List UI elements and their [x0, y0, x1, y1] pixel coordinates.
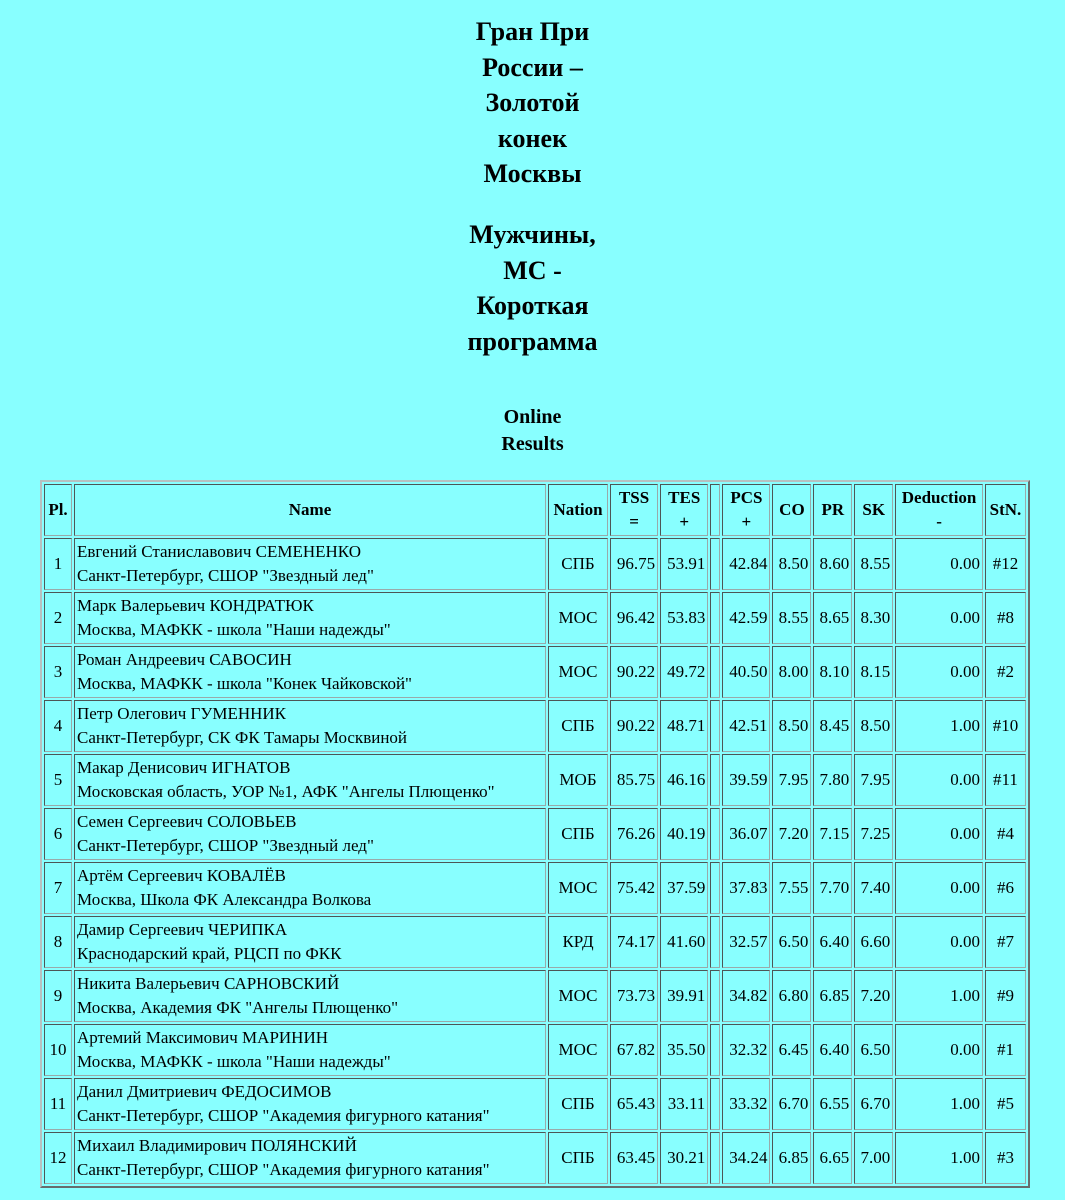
skater-club: Москва, Школа ФК Александра Волкова — [77, 890, 372, 909]
sk-cell: 7.20 — [854, 970, 893, 1022]
tss-cell: 96.75 — [610, 538, 658, 590]
start-number-cell: #10 — [985, 700, 1026, 752]
skater-club: Москва, Академия ФК "Ангелы Плющенко" — [77, 998, 399, 1017]
skater-cell — [74, 592, 546, 644]
skater-name: Артём Сергеевич КОВАЛЁВ — [77, 866, 286, 885]
sk-cell: 7.40 — [854, 862, 893, 914]
pcs-cell: 39.59 — [722, 754, 770, 806]
nation-cell: МОБ — [548, 754, 608, 806]
skater-name: Семен Сергеевич СОЛОВЬЕВ — [77, 812, 297, 831]
header-pr: PR — [813, 484, 852, 536]
skater-name: Артемий Максимович МАРИНИН — [77, 1028, 329, 1047]
gap-cell — [710, 1132, 720, 1184]
category-title — [0, 217, 1065, 359]
tss-cell: 85.75 — [610, 754, 658, 806]
place-cell: 12 — [44, 1132, 72, 1184]
header-tss-label: TSS — [618, 488, 650, 507]
deduction-cell: 0.00 — [895, 754, 983, 806]
table-row — [44, 808, 1026, 860]
tes-cell: 37.59 — [660, 862, 708, 914]
place-cell: 1 — [44, 538, 72, 590]
pcs-cell: 42.59 — [722, 592, 770, 644]
nation-cell: МОС — [548, 646, 608, 698]
pr-cell: 6.65 — [813, 1132, 852, 1184]
tss-cell: 73.73 — [610, 970, 658, 1022]
event-title-line: Гран При — [475, 17, 590, 46]
start-number-cell: #9 — [985, 970, 1026, 1022]
gap-cell — [710, 538, 720, 590]
start-number-cell: #5 — [985, 1078, 1026, 1130]
skater-cell — [74, 538, 546, 590]
pr-cell: 6.40 — [813, 1024, 852, 1076]
pr-cell: 6.85 — [813, 970, 852, 1022]
results-table — [40, 480, 1030, 1188]
deduction-cell: 0.00 — [895, 808, 983, 860]
skater-club: Санкт-Петербург, СШОР "Академия фигурного катания" — [77, 1106, 490, 1125]
tss-cell: 90.22 — [610, 646, 658, 698]
skater-cell — [74, 700, 546, 752]
event-title-line: Москвы — [483, 159, 582, 188]
header-pcs-sub: + — [741, 512, 752, 531]
tes-cell: 30.21 — [660, 1132, 708, 1184]
nation-cell: СПБ — [548, 1078, 608, 1130]
sk-cell: 7.00 — [854, 1132, 893, 1184]
category-title-line: Мужчины, — [469, 220, 596, 249]
place-cell: 2 — [44, 592, 72, 644]
skater-cell — [74, 1078, 546, 1130]
pr-cell: 8.45 — [813, 700, 852, 752]
co-cell: 8.00 — [772, 646, 811, 698]
tes-cell: 46.16 — [660, 754, 708, 806]
gap-cell — [710, 862, 720, 914]
event-title-line: Золотой — [485, 88, 580, 117]
co-cell: 8.50 — [772, 700, 811, 752]
gap-cell — [710, 916, 720, 968]
skater-club: Москва, МАФКК - школа "Наши надежды" — [77, 620, 391, 639]
start-number-cell: #6 — [985, 862, 1026, 914]
gap-cell — [710, 970, 720, 1022]
gap-cell — [710, 1078, 720, 1130]
header-pcs-label: PCS — [730, 488, 763, 507]
gap-cell — [710, 700, 720, 752]
sk-cell: 8.55 — [854, 538, 893, 590]
tes-cell: 48.71 — [660, 700, 708, 752]
header-sk: SK — [854, 484, 893, 536]
pr-cell: 7.80 — [813, 754, 852, 806]
start-number-cell: #1 — [985, 1024, 1026, 1076]
table-row — [44, 862, 1026, 914]
table-row — [44, 1024, 1026, 1076]
start-number-cell: #12 — [985, 538, 1026, 590]
nation-cell: МОС — [548, 592, 608, 644]
skater-club: Москва, МАФКК - школа "Конек Чайковской" — [77, 674, 412, 693]
event-title-line: конек — [497, 123, 568, 153]
results-body — [44, 538, 1026, 1184]
tss-cell: 74.17 — [610, 916, 658, 968]
skater-cell — [74, 1132, 546, 1184]
gap-cell — [710, 646, 720, 698]
category-title-line: Короткая — [476, 291, 589, 320]
header-tss-sub: = — [629, 512, 639, 531]
co-cell: 8.50 — [772, 538, 811, 590]
sk-cell: 7.25 — [854, 808, 893, 860]
co-cell: 7.20 — [772, 808, 811, 860]
tes-cell: 53.83 — [660, 592, 708, 644]
header-nation: Nation — [548, 484, 608, 536]
skater-club: Краснодарский край, РЦСП по ФКК — [77, 944, 342, 963]
deduction-cell: 1.00 — [895, 1132, 983, 1184]
skater-cell — [74, 646, 546, 698]
tes-cell: 53.91 — [660, 538, 708, 590]
skater-name: Данил Дмитриевич ФЕДОСИМОВ — [77, 1082, 332, 1101]
nation-cell: КРД — [548, 916, 608, 968]
header-tes — [660, 484, 708, 536]
deduction-cell: 1.00 — [895, 970, 983, 1022]
tss-cell: 65.43 — [610, 1078, 658, 1130]
table-row — [44, 646, 1026, 698]
header-tss — [610, 484, 658, 536]
skater-name: Макар Денисович ИГНАТОВ — [77, 758, 291, 777]
gap-cell — [710, 808, 720, 860]
gap-cell — [710, 754, 720, 806]
sk-cell: 6.70 — [854, 1078, 893, 1130]
table-row — [44, 700, 1026, 752]
deduction-cell: 1.00 — [895, 700, 983, 752]
tss-cell: 90.22 — [610, 700, 658, 752]
nation-cell: СПБ — [548, 538, 608, 590]
deduction-cell: 0.00 — [895, 592, 983, 644]
online-title-line: Results — [501, 433, 564, 455]
co-cell: 6.85 — [772, 1132, 811, 1184]
sk-cell: 6.50 — [854, 1024, 893, 1076]
co-cell: 8.55 — [772, 592, 811, 644]
event-title-line: России – — [482, 52, 583, 82]
table-row — [44, 592, 1026, 644]
pcs-cell: 34.24 — [722, 1132, 770, 1184]
pcs-cell: 42.51 — [722, 700, 770, 752]
skater-cell — [74, 808, 546, 860]
pcs-cell: 37.83 — [722, 862, 770, 914]
tes-cell: 41.60 — [660, 916, 708, 968]
pcs-cell: 36.07 — [722, 808, 770, 860]
pcs-cell: 32.32 — [722, 1024, 770, 1076]
tes-cell: 39.91 — [660, 970, 708, 1022]
gap-cell — [710, 592, 720, 644]
start-number-cell: #8 — [985, 592, 1026, 644]
pr-cell: 8.65 — [813, 592, 852, 644]
table-row — [44, 538, 1026, 590]
deduction-cell: 1.00 — [895, 1078, 983, 1130]
nation-cell: СПБ — [548, 700, 608, 752]
skater-name: Евгений Станиславович СЕМЕНЕНКО — [77, 542, 362, 561]
skater-club: Санкт-Петербург, СШОР "Звездный лед" — [77, 566, 374, 585]
deduction-cell: 0.00 — [895, 646, 983, 698]
co-cell: 6.80 — [772, 970, 811, 1022]
tss-cell: 63.45 — [610, 1132, 658, 1184]
gap-cell — [710, 1024, 720, 1076]
nation-cell: МОС — [548, 1024, 608, 1076]
table-row — [44, 970, 1026, 1022]
pcs-cell: 40.50 — [722, 646, 770, 698]
header-stn: StN. — [985, 484, 1026, 536]
start-number-cell: #2 — [985, 646, 1026, 698]
skater-name: Дамир Сергеевич ЧЕРИПКА — [77, 920, 288, 939]
place-cell: 8 — [44, 916, 72, 968]
skater-club: Московская область, УОР №1, АФК "Ангелы Плющенко" — [77, 782, 495, 801]
header-deduction — [895, 484, 983, 536]
header-deduction-label: Deduction — [901, 488, 977, 507]
co-cell: 7.55 — [772, 862, 811, 914]
header-gap — [710, 484, 720, 536]
tss-cell: 76.26 — [610, 808, 658, 860]
tss-cell: 96.42 — [610, 592, 658, 644]
sk-cell: 7.95 — [854, 754, 893, 806]
skater-name: Никита Валерьевич САРНОВСКИЙ — [77, 974, 340, 993]
header-row — [44, 484, 1026, 536]
skater-club: Москва, МАФКК - школа "Наши надежды" — [77, 1052, 391, 1071]
deduction-cell: 0.00 — [895, 1024, 983, 1076]
skater-name: Михаил Владимирович ПОЛЯНСКИЙ — [77, 1136, 357, 1155]
co-cell: 6.45 — [772, 1024, 811, 1076]
header-name: Name — [74, 484, 546, 536]
pr-cell: 6.40 — [813, 916, 852, 968]
table-row — [44, 1132, 1026, 1184]
nation-cell: СПБ — [548, 808, 608, 860]
nation-cell: СПБ — [548, 1132, 608, 1184]
place-cell: 4 — [44, 700, 72, 752]
skater-cell — [74, 916, 546, 968]
deduction-cell: 0.00 — [895, 538, 983, 590]
place-cell: 5 — [44, 754, 72, 806]
category-title-line: программа — [467, 326, 598, 356]
skater-club: Санкт-Петербург, СК ФК Тамары Москвиной — [77, 728, 408, 747]
pr-cell: 8.10 — [813, 646, 852, 698]
place-cell: 3 — [44, 646, 72, 698]
table-row — [44, 754, 1026, 806]
header-tes-sub: + — [679, 512, 690, 531]
table-row — [44, 916, 1026, 968]
co-cell: 6.70 — [772, 1078, 811, 1130]
header-co: CO — [772, 484, 811, 536]
tes-cell: 35.50 — [660, 1024, 708, 1076]
tes-cell: 40.19 — [660, 808, 708, 860]
skater-name: Петр Олегович ГУМЕННИК — [77, 704, 287, 723]
skater-cell — [74, 862, 546, 914]
skater-club: Санкт-Петербург, СШОР "Звездный лед" — [77, 836, 374, 855]
sk-cell: 8.50 — [854, 700, 893, 752]
tss-cell: 75.42 — [610, 862, 658, 914]
nation-cell: МОС — [548, 862, 608, 914]
online-results-title — [0, 404, 1065, 458]
start-number-cell: #4 — [985, 808, 1026, 860]
co-cell: 7.95 — [772, 754, 811, 806]
place-cell: 7 — [44, 862, 72, 914]
start-number-cell: #11 — [985, 754, 1026, 806]
pcs-cell: 42.84 — [722, 538, 770, 590]
pr-cell: 7.70 — [813, 862, 852, 914]
skater-cell — [74, 1024, 546, 1076]
place-cell: 9 — [44, 970, 72, 1022]
table-row — [44, 1078, 1026, 1130]
pr-cell: 6.55 — [813, 1078, 852, 1130]
header-pl: Pl. — [44, 484, 72, 536]
tes-cell: 33.11 — [660, 1078, 708, 1130]
place-cell: 11 — [44, 1078, 72, 1130]
sk-cell: 8.30 — [854, 592, 893, 644]
skater-name: Роман Андреевич САВОСИН — [77, 650, 292, 669]
tes-cell: 49.72 — [660, 646, 708, 698]
pr-cell: 8.60 — [813, 538, 852, 590]
skater-cell — [74, 970, 546, 1022]
start-number-cell: #3 — [985, 1132, 1026, 1184]
pcs-cell: 34.82 — [722, 970, 770, 1022]
skater-name: Марк Валерьевич КОНДРАТЮК — [77, 596, 314, 615]
start-number-cell: #7 — [985, 916, 1026, 968]
sk-cell: 6.60 — [854, 916, 893, 968]
header-deduction-sub: - — [936, 512, 942, 531]
deduction-cell: 0.00 — [895, 916, 983, 968]
deduction-cell: 0.00 — [895, 862, 983, 914]
skater-cell — [74, 754, 546, 806]
header-tes-label: TES — [668, 488, 701, 507]
sk-cell: 8.15 — [854, 646, 893, 698]
pcs-cell: 32.57 — [722, 916, 770, 968]
skater-club: Санкт-Петербург, СШОР "Академия фигурного катания" — [77, 1160, 490, 1179]
nation-cell: МОС — [548, 970, 608, 1022]
co-cell: 6.50 — [772, 916, 811, 968]
online-title-line: Online — [503, 406, 562, 428]
place-cell: 10 — [44, 1024, 72, 1076]
place-cell: 6 — [44, 808, 72, 860]
category-title-line: МС - — [503, 255, 562, 285]
pcs-cell: 33.32 — [722, 1078, 770, 1130]
header-pcs — [722, 484, 770, 536]
tss-cell: 67.82 — [610, 1024, 658, 1076]
pr-cell: 7.15 — [813, 808, 852, 860]
event-title — [0, 14, 1065, 192]
